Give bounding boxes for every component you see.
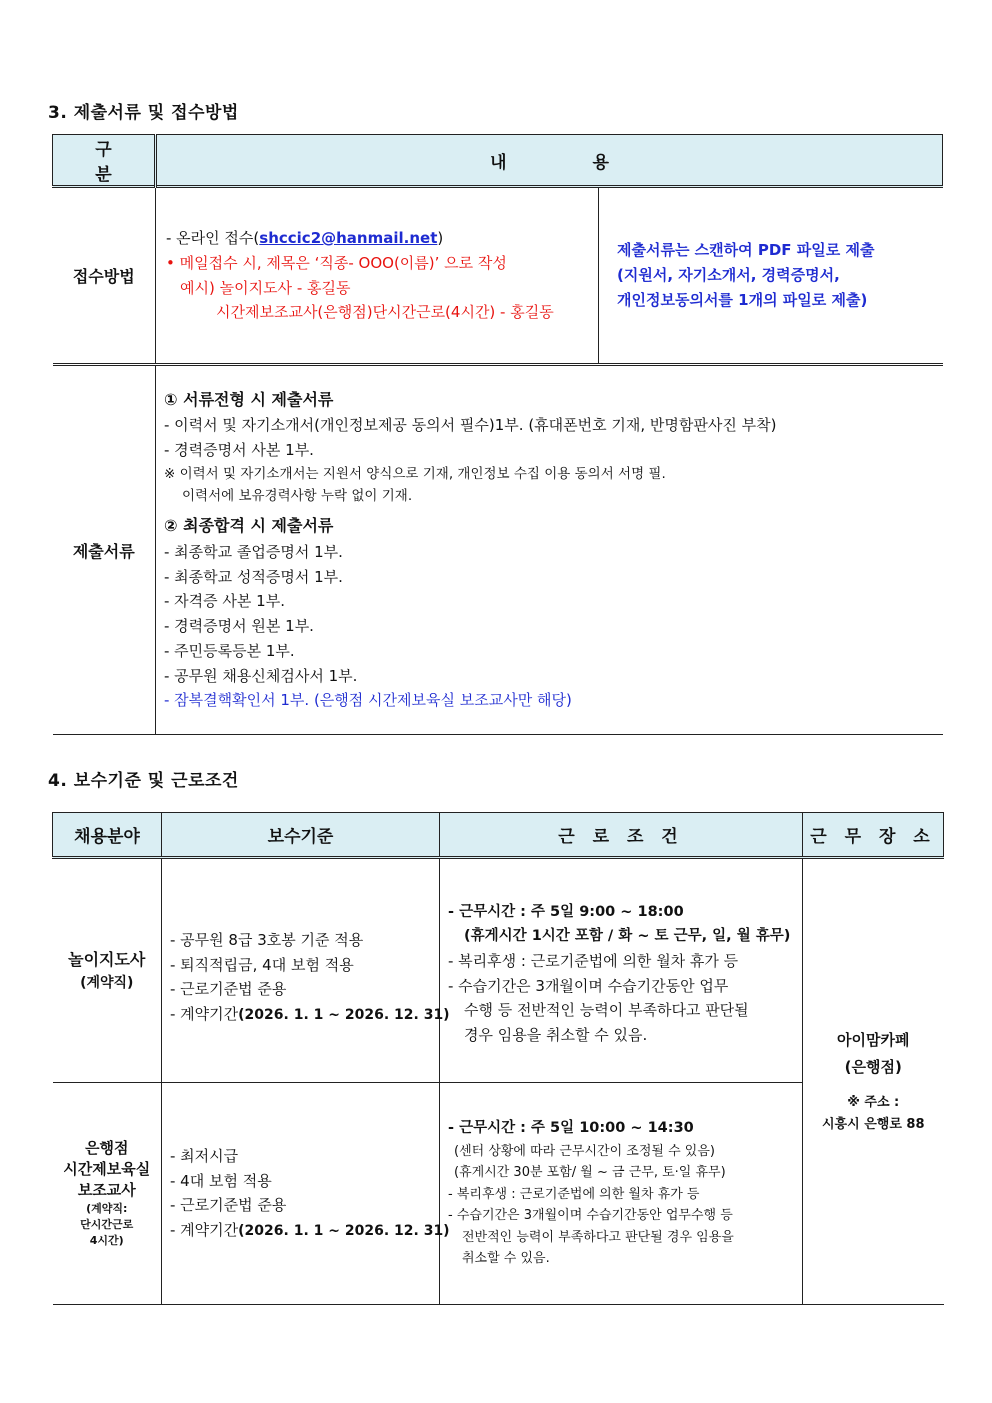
pay-assistant-teacher: - 최저시급 - 4대 보험 적용 - 근로기준법 준용 - 계약기간(2026. 1. 1 ~ 2026. 12. 31) bbox=[162, 1083, 440, 1305]
email-link[interactable]: shccic2@hanmail.net bbox=[259, 229, 438, 247]
stage2-item: - 최종학교 성적증명서 1부. bbox=[164, 567, 343, 586]
field-play-instructor: 놀이지도사 (계약직) bbox=[53, 858, 162, 1083]
email-notice: • 메일접수 시, 제목은 ‘직종- OOO(이름)’ 으로 작성 bbox=[166, 253, 507, 272]
documents-label: 제출서류 bbox=[53, 365, 156, 735]
pay-conditions-table bbox=[52, 812, 944, 1305]
field-assistant-teacher: 은행점 시간제보육실 보조교사 (계약직: 단시간근로 4시간) bbox=[53, 1083, 162, 1305]
header-content: 내 용 bbox=[156, 135, 943, 187]
stage1-note: ※ 이력서 및 자기소개서는 지원서 양식으로 기재, 개인정보 수집 이용 동의서 서명 필. bbox=[164, 465, 666, 482]
example-line2: 시간제보조교사(은행점)단시간근로(4시간) - 홍길동 bbox=[216, 303, 554, 322]
method-note bbox=[599, 187, 943, 365]
section4-title: 4. 보수기준 및 근로조건 bbox=[48, 771, 239, 791]
pdf-note-line1: 제출서류는 스캔하여 PDF 파일로 제출 bbox=[617, 241, 875, 260]
conditions-assistant-teacher: - 근무시간 : 주 5일 10:00 ~ 14:30 (센터 상황에 따라 근무시간이 조정될 수 있음) (휴게시간 30분 포함/ 월 ~ 금 근무, 토·일 휴무) - 복리후생 : 근로기준법에 의한 월차 휴가 등 - 수습기간은 3개월이며 수습기간동안 업무수행 등 전반적인 능력이 부족하다고 판단될 경우 임용을 취소할 수 있음. bbox=[440, 1083, 803, 1305]
work-location: 아이맘카페 (은행점) ※ 주소 : 시흥시 은행로 88 bbox=[803, 858, 944, 1305]
pdf-note-line3: 개인정보동의서를 1개의 파일로 제출) bbox=[617, 290, 868, 309]
method-content bbox=[156, 187, 599, 365]
header-location: 근 무 장 소 bbox=[803, 813, 944, 858]
stage1-item: - 이력서 및 자기소개서(개인정보제공 동의서 필수)1부. (휴대폰번호 기재, 반명함판사진 부착) bbox=[164, 416, 777, 435]
stage2-item-tb: - 잠복결핵확인서 1부. (은행점 시간제보육실 보조교사만 해당) bbox=[164, 691, 572, 710]
header-pay: 보수기준 bbox=[162, 813, 440, 858]
stage1-title: ① 서류전형 시 제출서류 bbox=[164, 389, 334, 409]
stage2-title: ② 최종합격 시 제출서류 bbox=[164, 516, 334, 536]
header-category: 구 분 bbox=[53, 135, 156, 187]
pdf-note-line2: (지원서, 자기소개서, 경력증명서, bbox=[617, 266, 840, 285]
submission-table bbox=[52, 134, 943, 735]
example-line1: 예시) 놀이지도사 - 홍길동 bbox=[180, 278, 351, 297]
section3-title: 3. 제출서류 및 접수방법 bbox=[48, 103, 239, 123]
stage1-note: 이력서에 보유경력사항 누락 없이 기재. bbox=[182, 488, 413, 505]
pay-play-instructor: - 공무원 8급 3호봉 기준 적용 - 퇴직적립금, 4대 보험 적용 - 근로기준법 준용 - 계약기간(2026. 1. 1 ~ 2026. 12. 31) bbox=[162, 858, 440, 1083]
method-label: 접수방법 bbox=[53, 187, 156, 365]
header-conditions: 근 로 조 건 bbox=[440, 813, 803, 858]
stage2-item: - 주민등록등본 1부. bbox=[164, 641, 295, 660]
stage2-item: - 공무원 채용신체검사서 1부. bbox=[164, 666, 358, 685]
header-field: 채용분야 bbox=[53, 813, 162, 858]
stage2-item: - 경력증명서 원본 1부. bbox=[164, 617, 314, 636]
stage2-item: - 최종학교 졸업증명서 1부. bbox=[164, 542, 343, 561]
online-application: - 온라인 접수(shccic2@hanmail.net) bbox=[166, 229, 444, 247]
conditions-play-instructor: - 근무시간 : 주 5일 9:00 ~ 18:00 (휴게시간 1시간 포함 / 화 ~ 토 근무, 일, 월 휴무) - 복리후생 : 근로기준법에 의한 월차 휴가 등 - 수습기간은 3개월이며 수습기간동안 업무 수행 등 전반적인 능력이 부족하다고 판단될 경우 임용을 취소할 수 있음. bbox=[440, 858, 803, 1083]
stage2-item: - 자격증 사본 1부. bbox=[164, 592, 285, 611]
stage1-item: - 경력증명서 사본 1부. bbox=[164, 441, 314, 460]
documents-content bbox=[156, 365, 943, 735]
